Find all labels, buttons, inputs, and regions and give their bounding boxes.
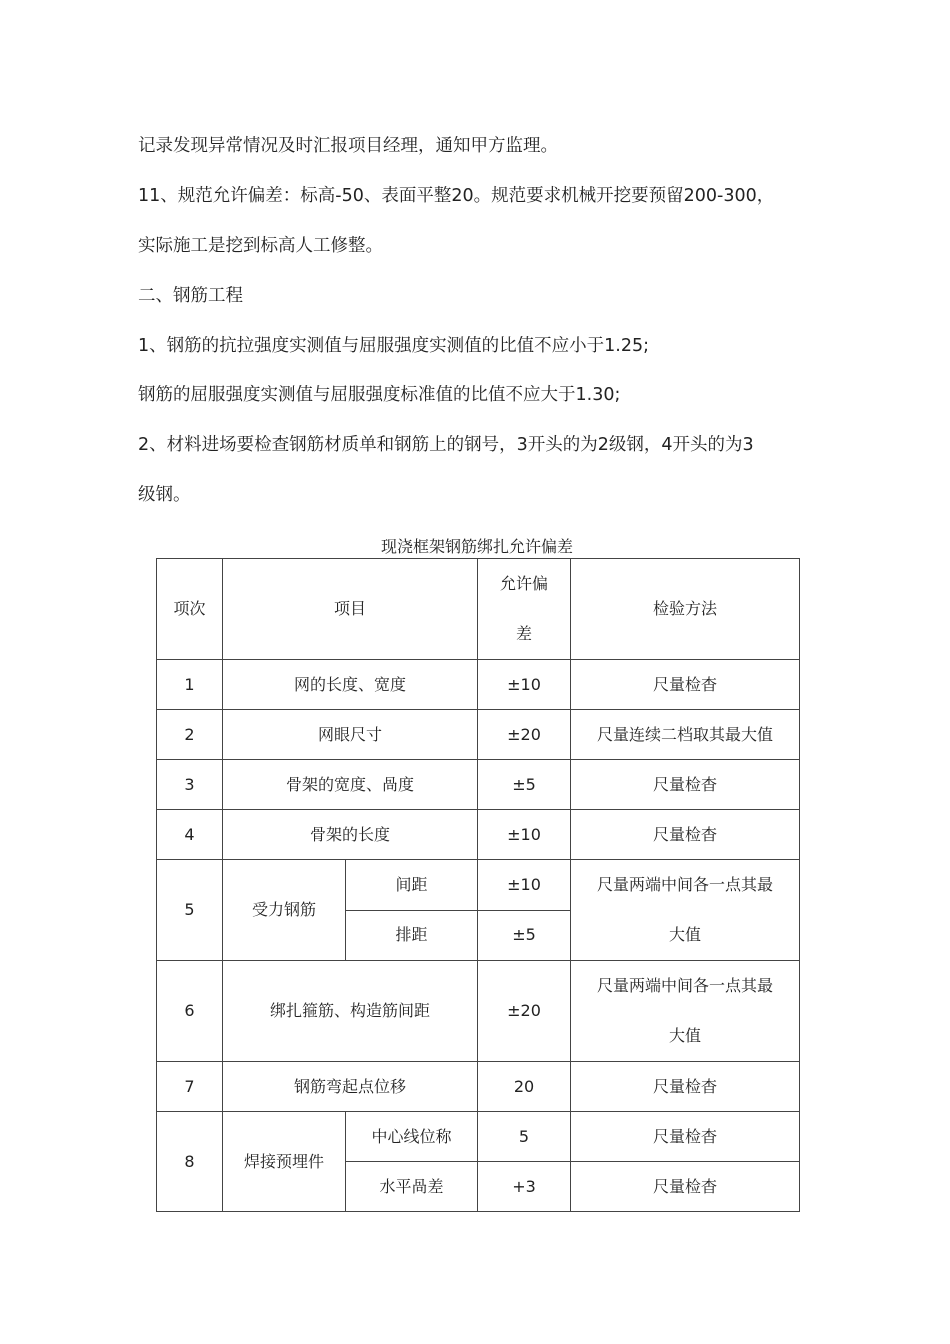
table-row <box>157 810 800 860</box>
table-header-row <box>157 559 800 660</box>
cell-item: 受力钢筋 <box>223 860 346 961</box>
table-row <box>157 961 800 1062</box>
cell-method: 尺量检杳 <box>571 1162 800 1212</box>
table-row <box>157 760 800 810</box>
cell-tolerance: 20 <box>478 1062 571 1112</box>
cell-tolerance: 5 <box>478 1112 571 1162</box>
cell-method: 尺量检杳 <box>571 1062 800 1112</box>
cell-subitem: 间距 <box>346 860 478 911</box>
cell-item: 骨架的宽度、咼度 <box>223 760 478 810</box>
header-tolerance-line2: 差 <box>516 624 533 643</box>
table-row <box>157 1062 800 1112</box>
cell-item: 网的长度、宽度 <box>223 660 478 710</box>
paragraph-tolerance-spec: 11、规范允许偏差：标高-50、表面平整20。规范要求机械开挖要预留200-300， <box>138 186 775 206</box>
cell-method: 尺量检杳 <box>571 660 800 710</box>
cell-tolerance: ±10 <box>478 860 571 911</box>
cell-item: 骨架的长度 <box>223 810 478 860</box>
cell-tolerance: ±10 <box>478 660 571 710</box>
cell-method <box>571 961 800 1062</box>
cell-item: 绑扎箍筋、构造筋间距 <box>223 961 478 1062</box>
cell-index: 5 <box>157 860 223 961</box>
table-row <box>157 660 800 710</box>
cell-index: 6 <box>157 961 223 1062</box>
cell-tolerance: ±5 <box>478 910 571 961</box>
header-tolerance-line1: 允许偏 <box>500 574 549 593</box>
cell-index: 7 <box>157 1062 223 1112</box>
cell-method-line1: 尺量两端中间各一点其最 <box>597 976 774 995</box>
cell-method-line2: 大值 <box>669 925 702 944</box>
cell-subitem: 水平咼差 <box>346 1162 478 1212</box>
cell-item: 焊接预埋件 <box>223 1112 346 1212</box>
cell-tolerance: ±20 <box>478 710 571 760</box>
cell-method-line2: 大值 <box>669 1026 702 1045</box>
cell-tolerance: ±20 <box>478 961 571 1062</box>
cell-tolerance: ±5 <box>478 760 571 810</box>
cell-index: 2 <box>157 710 223 760</box>
table-row <box>157 710 800 760</box>
header-method: 检验方法 <box>571 559 800 660</box>
cell-subitem: 中心线位称 <box>346 1112 478 1162</box>
tolerance-table <box>156 558 800 1212</box>
cell-method: 尺量检杳 <box>571 760 800 810</box>
header-item: 项目 <box>223 559 478 660</box>
cell-item: 钢筋弯起点位移 <box>223 1062 478 1112</box>
cell-index: 4 <box>157 810 223 860</box>
section-heading-rebar: 二、钢筋工程 <box>138 286 243 306</box>
header-index: 项次 <box>157 559 223 660</box>
cell-index: 8 <box>157 1112 223 1212</box>
cell-method: 尺量检杳 <box>571 1112 800 1162</box>
header-tolerance <box>478 559 571 660</box>
table-row <box>157 1112 800 1162</box>
cell-method <box>571 860 800 961</box>
paragraph-material-check: 2、材料进场要检查钢筋材质单和钢筋上的钢号，3开头的为2级钢，4开头的为3 <box>138 435 754 455</box>
cell-index: 1 <box>157 660 223 710</box>
cell-index: 3 <box>157 760 223 810</box>
cell-method: 尺量连续二档取其最大值 <box>571 710 800 760</box>
table-row <box>157 860 800 911</box>
paragraph-strength-ratio-1: 1、钢筋的抗拉强度实测值与屈服强度实测值的比值不应小于1.25; <box>138 336 649 356</box>
paragraph-report: 记录发现异常情况及时汇报项目经理，通知甲方监理。 <box>138 136 558 156</box>
paragraph-material-check-cont: 级钢。 <box>138 485 191 505</box>
cell-tolerance: +3 <box>478 1162 571 1212</box>
paragraph-strength-ratio-2: 钢筋的屈服强度实测值与屈服强度标准值的比值不应大于1.30; <box>138 385 621 405</box>
cell-item: 网眼尺寸 <box>223 710 478 760</box>
cell-method: 尺量检杳 <box>571 810 800 860</box>
cell-subitem: 排距 <box>346 910 478 961</box>
cell-tolerance: ±10 <box>478 810 571 860</box>
cell-method-line1: 尺量两端中间各一点其最 <box>597 875 774 894</box>
paragraph-tolerance-spec-cont: 实际施工是挖到标高人工修整。 <box>138 236 383 256</box>
table-caption: 现浇框架钢筋绑扎允许偏差 <box>380 537 573 556</box>
